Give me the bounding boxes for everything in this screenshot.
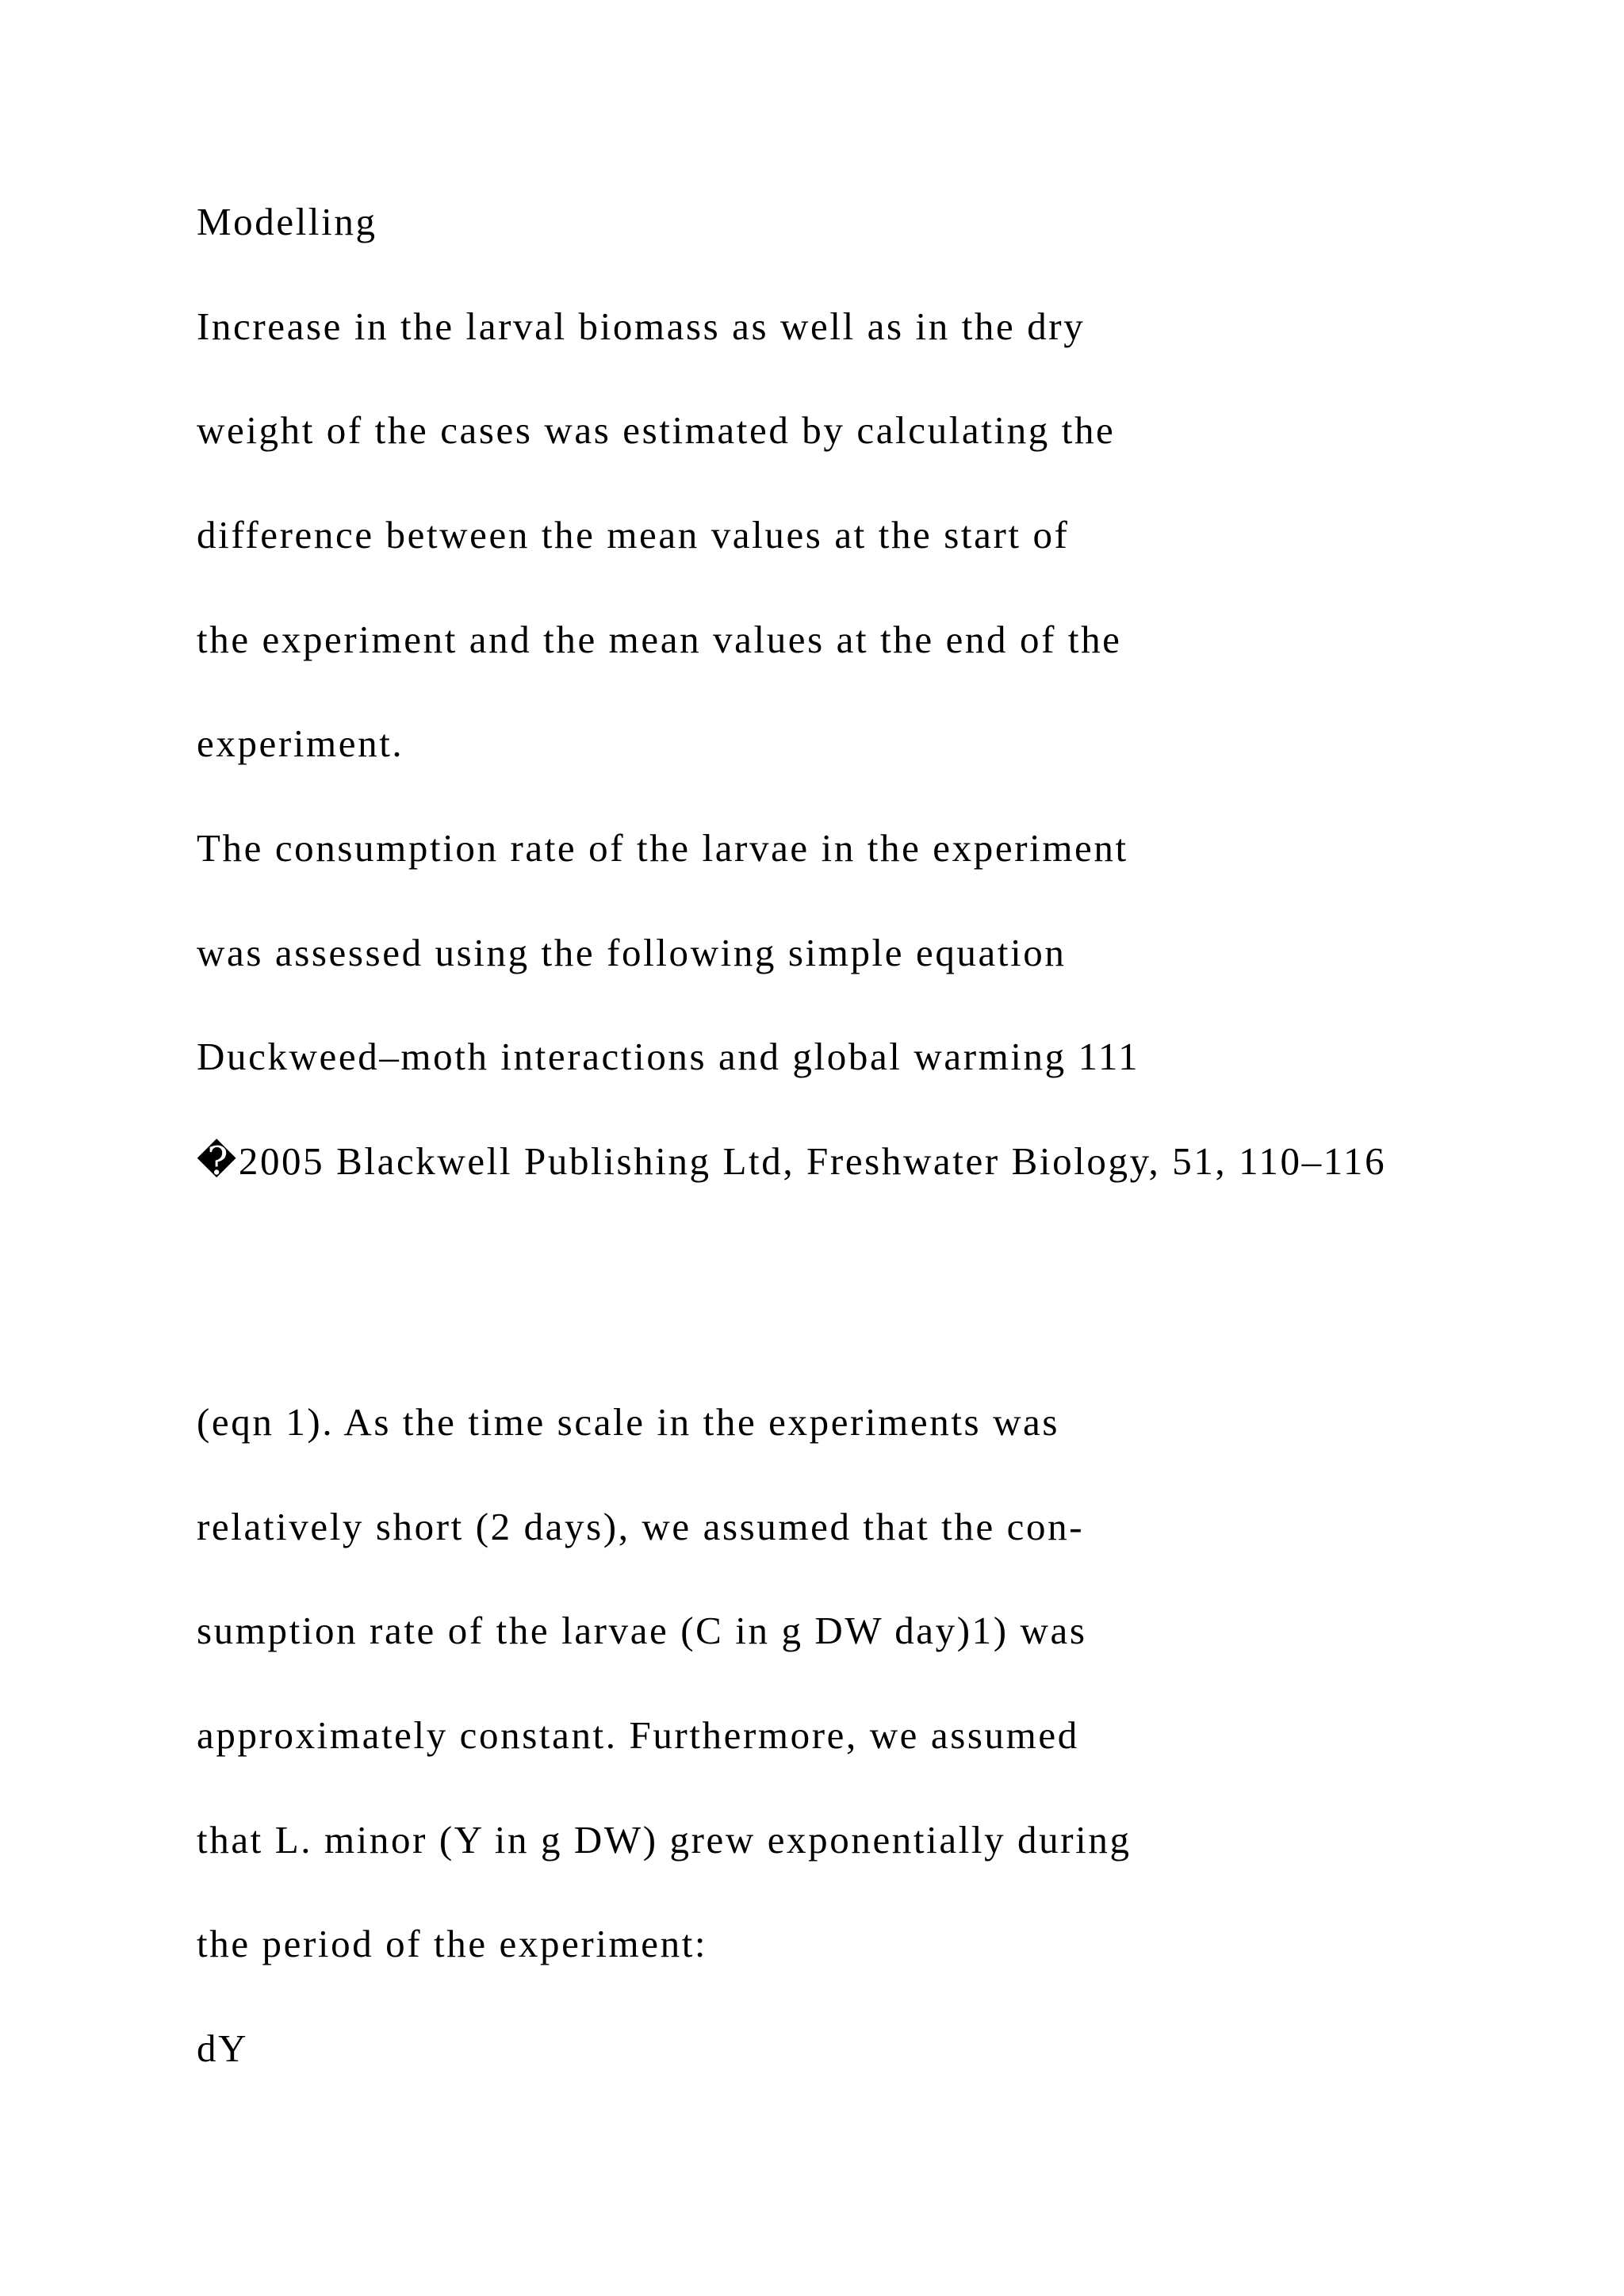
section-heading: Modelling (197, 200, 377, 243)
text-line: the experiment and the mean values at the end of the (197, 618, 1122, 661)
copyright-notice: �2005 Blackwell Publishing Ltd, Freshwater Biology, 51, 110–116 (197, 1139, 1387, 1183)
equation-fragment: dY (197, 2026, 249, 2070)
text-line: The consumption rate of the larvae in the experiment (197, 826, 1128, 870)
text-line: that L. minor (Y in g DW) grew exponentially during (197, 1818, 1132, 1862)
text-line: sumption rate of the larvae (C in g DW day)1) was (197, 1609, 1087, 1652)
text-line: the period of the experiment: (197, 1922, 708, 1965)
text-line: experiment. (197, 721, 404, 765)
text-line: was assessed using the following simple equation (197, 931, 1067, 974)
text-line: difference between the mean values at the start of (197, 513, 1070, 557)
text-line: weight of the cases was estimated by calculating the (197, 408, 1116, 452)
running-header: Duckweed–moth interactions and global warming 111 (197, 1035, 1140, 1078)
text-line: relatively short (2 days), we assumed that the con- (197, 1505, 1085, 1548)
text-line: approximately constant. Furthermore, we assumed (197, 1713, 1079, 1757)
text-line: Increase in the larval biomass as well as in the dry (197, 304, 1086, 348)
text-line: (eqn 1). As the time scale in the experiments was (197, 1400, 1060, 1444)
